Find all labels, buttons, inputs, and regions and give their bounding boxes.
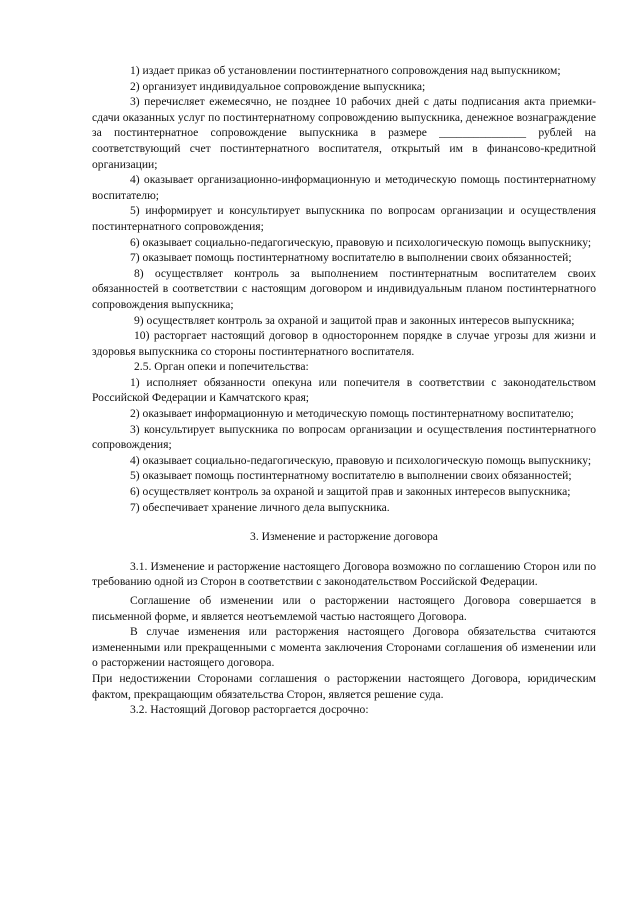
list-item: 3) консультирует выпускника по вопросам организации и осуществления постинтернатного сопровождения; [92, 422, 596, 452]
paragraph: При недостижении Сторонами соглашения о расторжении настоящего Договора, юридическим фактом, прекращающим обязательства Сторон, является решение суда. [92, 671, 596, 701]
paragraph: Соглашение об изменении или о расторжении настоящего Договора совершается в письменной форме, и является неотъемлемой частью настоящего Договора. [92, 594, 596, 623]
list-item: 2) оказывает информационную и методическую помощь постинтернатному воспитателю; [130, 407, 574, 421]
list-item: 4) оказывает организационно-информационную и методическую помощь постинтернатному воспитателю; [92, 173, 596, 202]
section-title: 2.5. Орган опеки и попечительства: [134, 360, 309, 374]
list-item: 8) осуществляет контроль за выполнением постинтернатным воспитателем своих обязанностей в соответствии с настоящим договором и индивидуальным планом постинтернатного сопровождения выпускника; [92, 266, 596, 311]
list-item: 4) оказывает социально-педагогическую, правовую и психологическую помощь выпускнику; [130, 453, 592, 467]
document-body [92, 63, 596, 718]
paragraph: 3.1. Изменение и расторжение настоящего Договора возможно по соглашению Сторон или по требованию одной из Сторон в соответствии с законодательством Российской Федерации. [92, 559, 596, 589]
list-item: 6) оказывает социально-педагогическую, правовую и психологическую помощь выпускнику; [130, 235, 592, 249]
list-item: 9) осуществляет контроль за охраной и защитой прав и законных интересов выпускника; [134, 313, 575, 327]
list-item: 6) осуществляет контроль за охраной и защитой прав и законных интересов выпускника; [130, 485, 571, 499]
paragraph: В случае изменения или расторжения настоящего Договора обязательства считаются измененными или прекращенными с момента заключения Сторонами соглашения об изменении или о расторжении настоящего договора. [92, 625, 596, 670]
list-item: 1) издает приказ об установлении постинтернатного сопровождения над выпускником; [130, 64, 561, 77]
list-item: 3) перечисляет ежемесячно, не позднее 10 рабочих дней с даты подписания акта приемки-сдачи оказанных услуг по постинтернатному сопровождению выпускника, денежное вознаграждение за постинтернатное сопровождение выпускника в размере _______________ рублей на соответствующий счет постинтернатного воспитателя, открытый им в финансово-кредитной организации; [92, 95, 596, 171]
list-item: 7) оказывает помощь постинтернатному воспитателю в выполнении своих обязанностей; [130, 251, 572, 265]
list-item: 7) обеспечивает хранение личного дела выпускника. [130, 500, 390, 514]
list-item: 5) информирует и консультирует выпускника по вопросам организации и осуществления постинтернатного сопровождения; [92, 204, 596, 233]
list-item: 5) оказывает помощь постинтернатному воспитателю в выполнении своих обязанностей; [130, 469, 572, 483]
paragraph: 3.2. Настоящий Договор расторгается досрочно: [130, 703, 369, 717]
section-heading: 3. Изменение и расторжение договора [250, 530, 438, 544]
list-item: 1) исполняет обязанности опекуна или попечителя в соответствии с законодательством Российской Федерации и Камчатского края; [92, 375, 596, 405]
list-item: 2) организует индивидуальное сопровождение выпускника; [130, 79, 426, 93]
list-item: 10) расторгает настоящий договор в одностороннем порядке в случае угрозы для жизни и здоровья выпускника со стороны постинтернатного воспитателя. [92, 329, 596, 358]
